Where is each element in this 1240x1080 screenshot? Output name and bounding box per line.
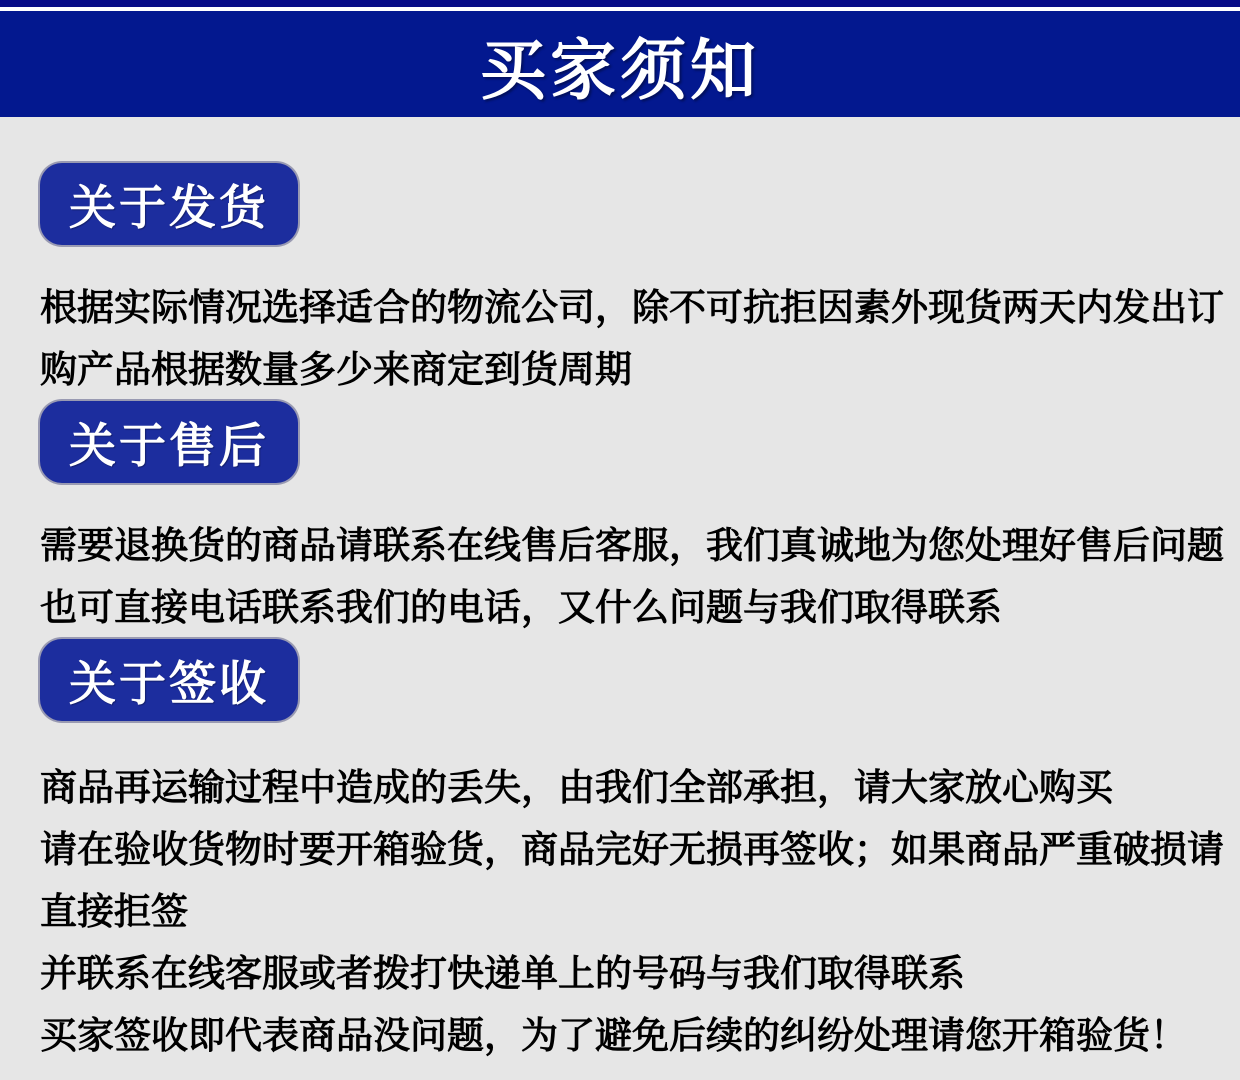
- signoff-line: 直接拒签: [40, 891, 188, 932]
- signoff-paragraph: [40, 757, 1224, 1067]
- signoff-line: 商品再运输过程中造成的丢失，由我们全部承担，请大家放心购买: [40, 767, 1113, 808]
- section-aftersales: [40, 401, 1224, 639]
- shipping-paragraph: [40, 277, 1224, 401]
- top-accent-bar: [0, 0, 1240, 7]
- aftersales-paragraph: [40, 515, 1224, 639]
- signoff-badge-label: 关于签收: [69, 656, 269, 710]
- shipping-line: 根据实际情况选择适合的物流公司，除不可抗拒因素外现货两天内发出订: [40, 287, 1224, 328]
- signoff-badge: [40, 639, 298, 721]
- signoff-line: 并联系在线客服或者拨打快递单上的号码与我们取得联系: [40, 953, 965, 994]
- aftersales-badge: [40, 401, 298, 483]
- signoff-line: 买家签收即代表商品没问题，为了避免后续的纠纷处理请您开箱验货！: [40, 1015, 1187, 1056]
- signoff-line: 请在验收货物时要开箱验货，商品完好无损再签收；如果商品严重破损请: [40, 829, 1224, 870]
- aftersales-badge-label: 关于售后: [69, 418, 269, 472]
- aftersales-line: 也可直接电话联系我们的电话，又什么问题与我们取得联系: [40, 587, 1002, 628]
- aftersales-line: 需要退换货的商品请联系在线售后客服，我们真诚地为您处理好售后问题: [40, 525, 1224, 566]
- section-signoff: [40, 639, 1224, 1067]
- section-shipping: [40, 163, 1224, 401]
- page-title: 买家须知: [480, 32, 760, 107]
- shipping-line: 购产品根据数量多少来商定到货周期: [40, 349, 632, 390]
- page-header: [0, 11, 1240, 117]
- shipping-badge: [40, 163, 298, 245]
- notice-content: [0, 163, 1240, 1067]
- shipping-badge-label: 关于发货: [69, 180, 269, 234]
